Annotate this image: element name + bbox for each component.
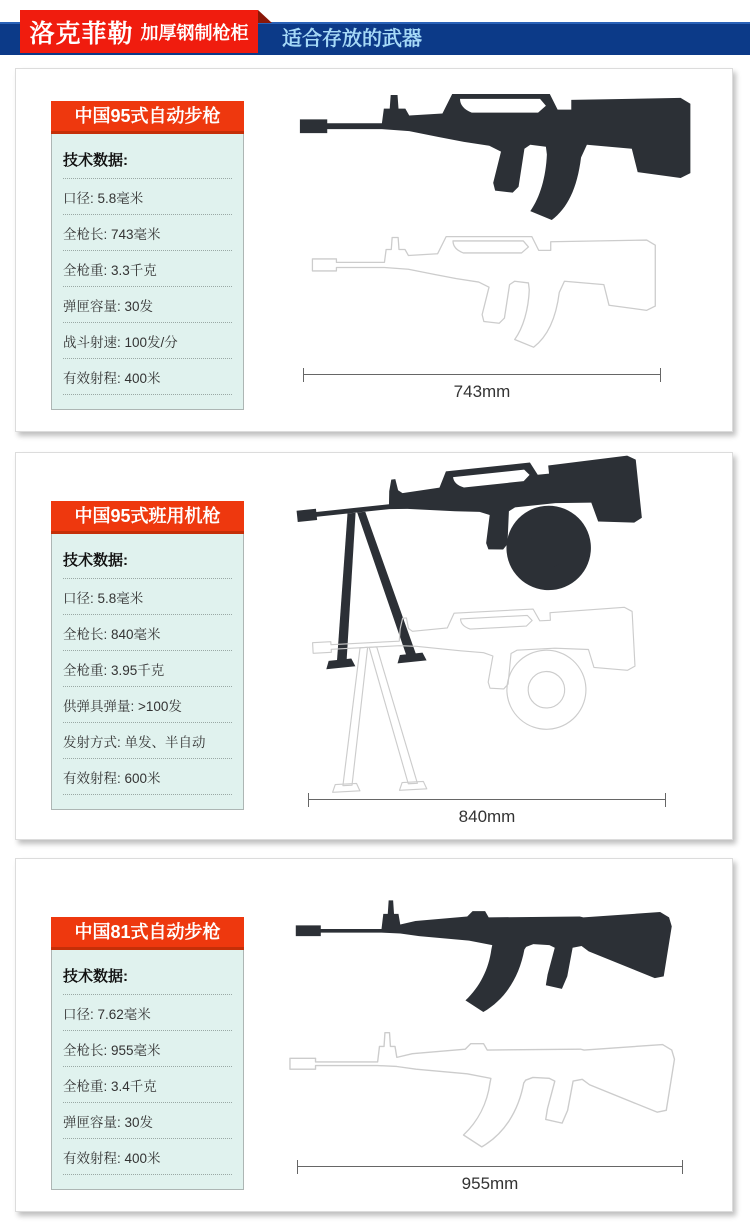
gun-outline-type95-rifle (309, 227, 669, 356)
product-name: 加厚钢制枪柜 (140, 22, 249, 43)
header-subtitle: 适合存放的武器 (282, 28, 422, 50)
dimension (308, 799, 666, 827)
gun-photo-type81-rifle (294, 887, 678, 1021)
spec-heading: 技术数据: (63, 958, 232, 995)
spec-row: 全枪重: 3.3千克 (63, 251, 232, 287)
product-card-type95-rifle (15, 68, 733, 432)
spec-row: 弹匣容量: 30发 (63, 1103, 232, 1139)
spec-panel (51, 950, 244, 1190)
spec-row: 供弹具弹量: >100发 (63, 687, 232, 723)
brand-name: 洛克菲勒 (29, 19, 134, 48)
spec-row: 有效射程: 600米 (63, 759, 232, 795)
spec-block (51, 101, 244, 410)
gun-title: 中国95式班用机枪 (51, 501, 244, 534)
gun-outline-type81-rifle (288, 1019, 681, 1156)
spec-heading: 技术数据: (63, 542, 232, 579)
spec-row: 口径: 7.62毫米 (63, 995, 232, 1031)
product-card-type81-rifle (15, 858, 733, 1212)
spec-panel (51, 134, 244, 410)
spec-heading: 技术数据: (63, 142, 232, 179)
product-card-type95-lmg (15, 452, 733, 840)
spec-block (51, 501, 244, 810)
spec-row: 全枪长: 840毫米 (63, 615, 232, 651)
dimension-line (297, 1166, 683, 1167)
spec-row: 口径: 5.8毫米 (63, 579, 232, 615)
spec-row: 全枪重: 3.4千克 (63, 1067, 232, 1103)
dimension-label: 840mm (458, 807, 516, 826)
spec-row: 全枪长: 955毫米 (63, 1031, 232, 1067)
dimension (303, 374, 661, 402)
dimension-line (303, 374, 661, 375)
dimension (297, 1166, 683, 1194)
gun-outline-type95-lmg (309, 596, 653, 803)
spec-row: 口径: 5.8毫米 (63, 179, 232, 215)
spec-row: 有效射程: 400米 (63, 1139, 232, 1175)
dimension-label: 743mm (453, 382, 511, 401)
gun-title: 中国81式自动步枪 (51, 917, 244, 950)
ribbon-fold (258, 10, 272, 23)
spec-block (51, 917, 244, 1190)
spec-row: 发射方式: 单发、半自动 (63, 723, 232, 759)
spec-row: 战斗射速: 100发/分 (63, 323, 232, 359)
spec-row: 有效射程: 400米 (63, 359, 232, 395)
gun-title: 中国95式自动步枪 (51, 101, 244, 134)
dimension-label: 955mm (461, 1174, 519, 1193)
spec-row: 弹匣容量: 30发 (63, 287, 232, 323)
dimension-line (308, 799, 666, 800)
brand-badge (20, 10, 258, 53)
spec-panel (51, 534, 244, 810)
gun-photo-type95-rifle (296, 83, 706, 230)
spec-row: 全枪长: 743毫米 (63, 215, 232, 251)
spec-row: 全枪重: 3.95千克 (63, 651, 232, 687)
